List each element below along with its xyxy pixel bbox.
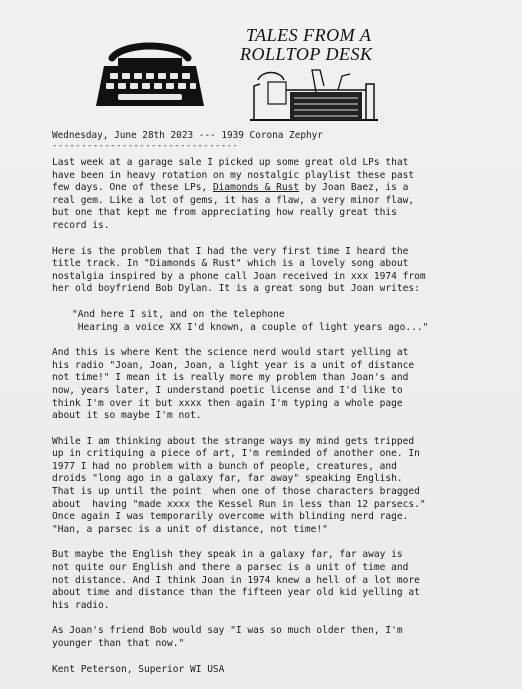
- dateline: Wednesday, June 28th 2023 --- 1939 Corona Zephyr: [52, 130, 323, 141]
- masthead-title-line-2: ROLLTOP DESK: [240, 44, 373, 64]
- masthead-title: [240, 26, 390, 64]
- signature: Kent Peterson, Superior WI USA: [52, 663, 225, 675]
- typewriter-icon: [94, 36, 206, 116]
- lyric-quote: "And here I sit, and on the telephone Hearing a voice XX I'd known, a couple of light years ago...": [72, 308, 429, 333]
- letter-body: [52, 157, 500, 689]
- paragraph-bob-quote: As Joan's friend Bob would say "I was so much older then, I'm younger than that now.": [52, 625, 403, 649]
- paragraph-science-nerd: And this is where Kent the science nerd would start yelling at his radio "Joan, Joan, Joan, a light year is a unit of distance not time!" I mean it is really more my problem than Joan's and now, years later, I understand poetic license and I'd like to think I'm over it but xxxx then again I'm typing a whole page about it so maybe I'm not.: [52, 347, 415, 422]
- album-title: Diamonds & Rust: [212, 182, 300, 194]
- paragraph-problem: Here is the problem that I had the very first time I heard the title track. In "Diamonds & Rust" which is a lovely song about nostalgia inspired by a phone call Joan received in xxx 1974 from her old boyfriend Bob Dylan. It is a great song but Joan writes:: [52, 245, 426, 295]
- paragraph-galaxy-english: But maybe the English they speak in a galaxy far, far away is not quite our English and there a parsec is a unit of time and not distance. And I think Joan in 1974 knew a hell of a lot more about time and distance than the fifteen year old kid yelling at his radio.: [52, 549, 420, 611]
- rolltop-desk-illustration: [246, 66, 382, 124]
- paragraph-text: by Joan Baez, is a real gem. Like a lot of gems, it has a flaw, a very minor flaw, but one that kept me from appreciating how really great this record is.: [52, 182, 415, 231]
- paragraph-parsecs: While I am thinking about the strange ways my mind gets tripped up in critiquing a piece of art, I'm reminded of another one. In 1977 I had no problem with a bunch of people, creatures, and droids "long ago in a galaxy far, far away" speaking English. That is up until the point when one of those characters bragged about having "made xxxx the Kessel Run in less than 12 parsecs." Once again I was temporarily overcome with blinding nerd rage. "Han, a parsec is a unit of distance, not time!": [52, 435, 426, 535]
- divider-rule: --------------------------------: [52, 141, 239, 151]
- paragraph-garage-sale: [52, 157, 500, 233]
- paragraph-text: Last week at a garage sale I picked up some great old LPs that have been in heavy rotation on my nostalgic playlist these past few days. One of these LPs,: [52, 157, 415, 194]
- masthead-title-line-1: TALES FROM A: [246, 25, 372, 45]
- masthead: [240, 26, 390, 128]
